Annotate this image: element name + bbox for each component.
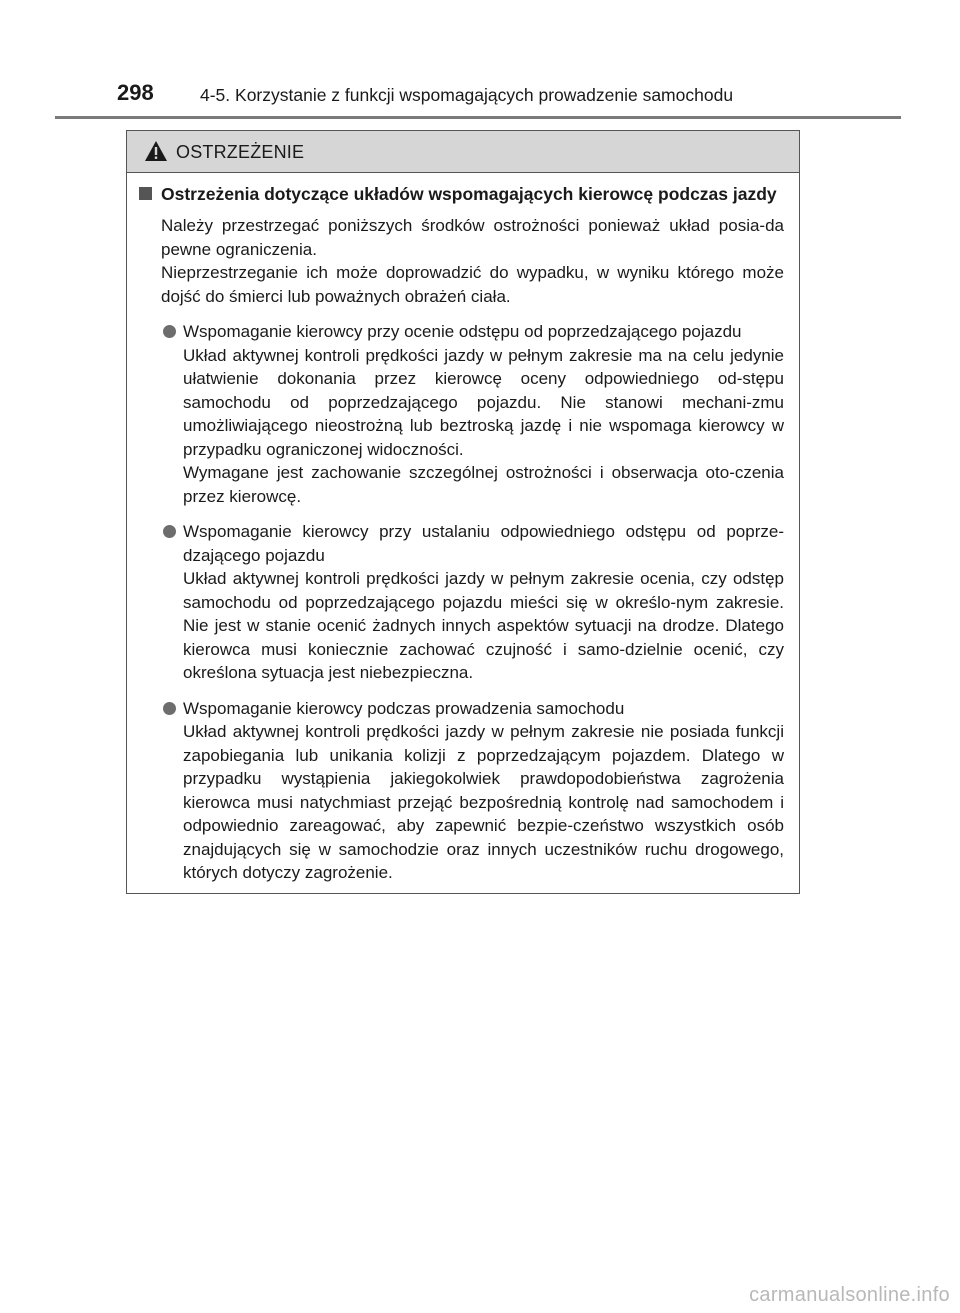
page-header [55,78,901,119]
bullet-title: Wspomaganie kierowcy podczas prowadzenia samochodu [183,698,625,718]
bullet-item [137,320,784,508]
circle-bullet-icon [163,525,176,538]
circle-bullet-icon [163,325,176,338]
page-number: 298 [117,80,154,105]
chapter-title: 4-5. Korzystanie z funkcji wspomagających prowadzenie samochodu [200,85,734,105]
section-title [137,183,784,206]
bullet-text: Układ aktywnej kontroli prędkości jazdy w pełnym zakresie nie posiada funkcji zapobiegania lub unikania kolizji z poprzedzającym pojazdem. Dlatego w przypadku wystąpienia jakiegokolwiek prawdopodobieństwa zagrożenia kierowca musi natychmiast przejąć bezpośrednią kontrolę nad samochodem i odpowiednio zareagować, aby zapewnić bezpie-czeństwo wszystkich osób znajdujących się w samochodzie oraz innych uczestników ruchu drogowego, których dotyczy zagrożenie. [183,722,784,882]
section-title-text: Ostrzeżenia dotyczące układów wspomagających kierowcę podczas jazdy [161,184,777,204]
bullet-title: Wspomaganie kierowcy przy ocenie odstępu od poprzedzającego pojazdu [183,322,742,341]
intro-paragraph-1: Należy przestrzegać poniższych środków ostrożności ponieważ układ posia-da pewne ograniczenia. [161,216,784,259]
bullet-title: Wspomaganie kierowcy przy ustalaniu odpowiedniego odstępu od poprze-dzającego pojazdu [183,522,784,565]
warning-label: OSTRZEŻENIE [176,142,305,162]
square-bullet-icon [139,187,152,200]
bullet-item [137,697,784,885]
warning-triangle-icon [144,140,168,162]
circle-bullet-icon [163,702,176,715]
warning-body [127,173,799,885]
bullet-text: Wymagane jest zachowanie szczególnej ostrożności i obserwacja oto-czenia przez kierowcę. [183,463,784,506]
bullet-text: Układ aktywnej kontroli prędkości jazdy w pełnym zakresie ma na celu jedynie ułatwienie dokonania przez kierowcę oceny odpowiedniego od-stępu samochodu od poprzedzającego pojazdu. Nie stanowi mechani-zmu umożliwiającego nieostrożną lub beztroską jazdę i nie wspomaga kierowcy w przypadku ograniczonej widoczności. [183,345,784,459]
warning-box [126,130,800,894]
bullet-text: Układ aktywnej kontroli prędkości jazdy w pełnym zakresie ocenia, czy odstęp samochodu od poprzedzającego pojazdu mieści się w określo-nym zakresie. Nie jest w stanie ocenić żadnych innych aspektów sytuacji na drodze. Dlatego kierowca musi koniecznie zachować czujność i samo-dzielnie ocenić, czy określona sytuacja jest niebezpieczna. [183,569,784,682]
warning-header [127,131,799,173]
bullet-item [137,520,784,685]
watermark: carmanualsonline.info [749,1284,950,1306]
intro-paragraph-2: Nieprzestrzeganie ich może doprowadzić do wypadku, w wyniku którego może dojść do śmierci lub poważnych obrażeń ciała. [161,263,784,306]
